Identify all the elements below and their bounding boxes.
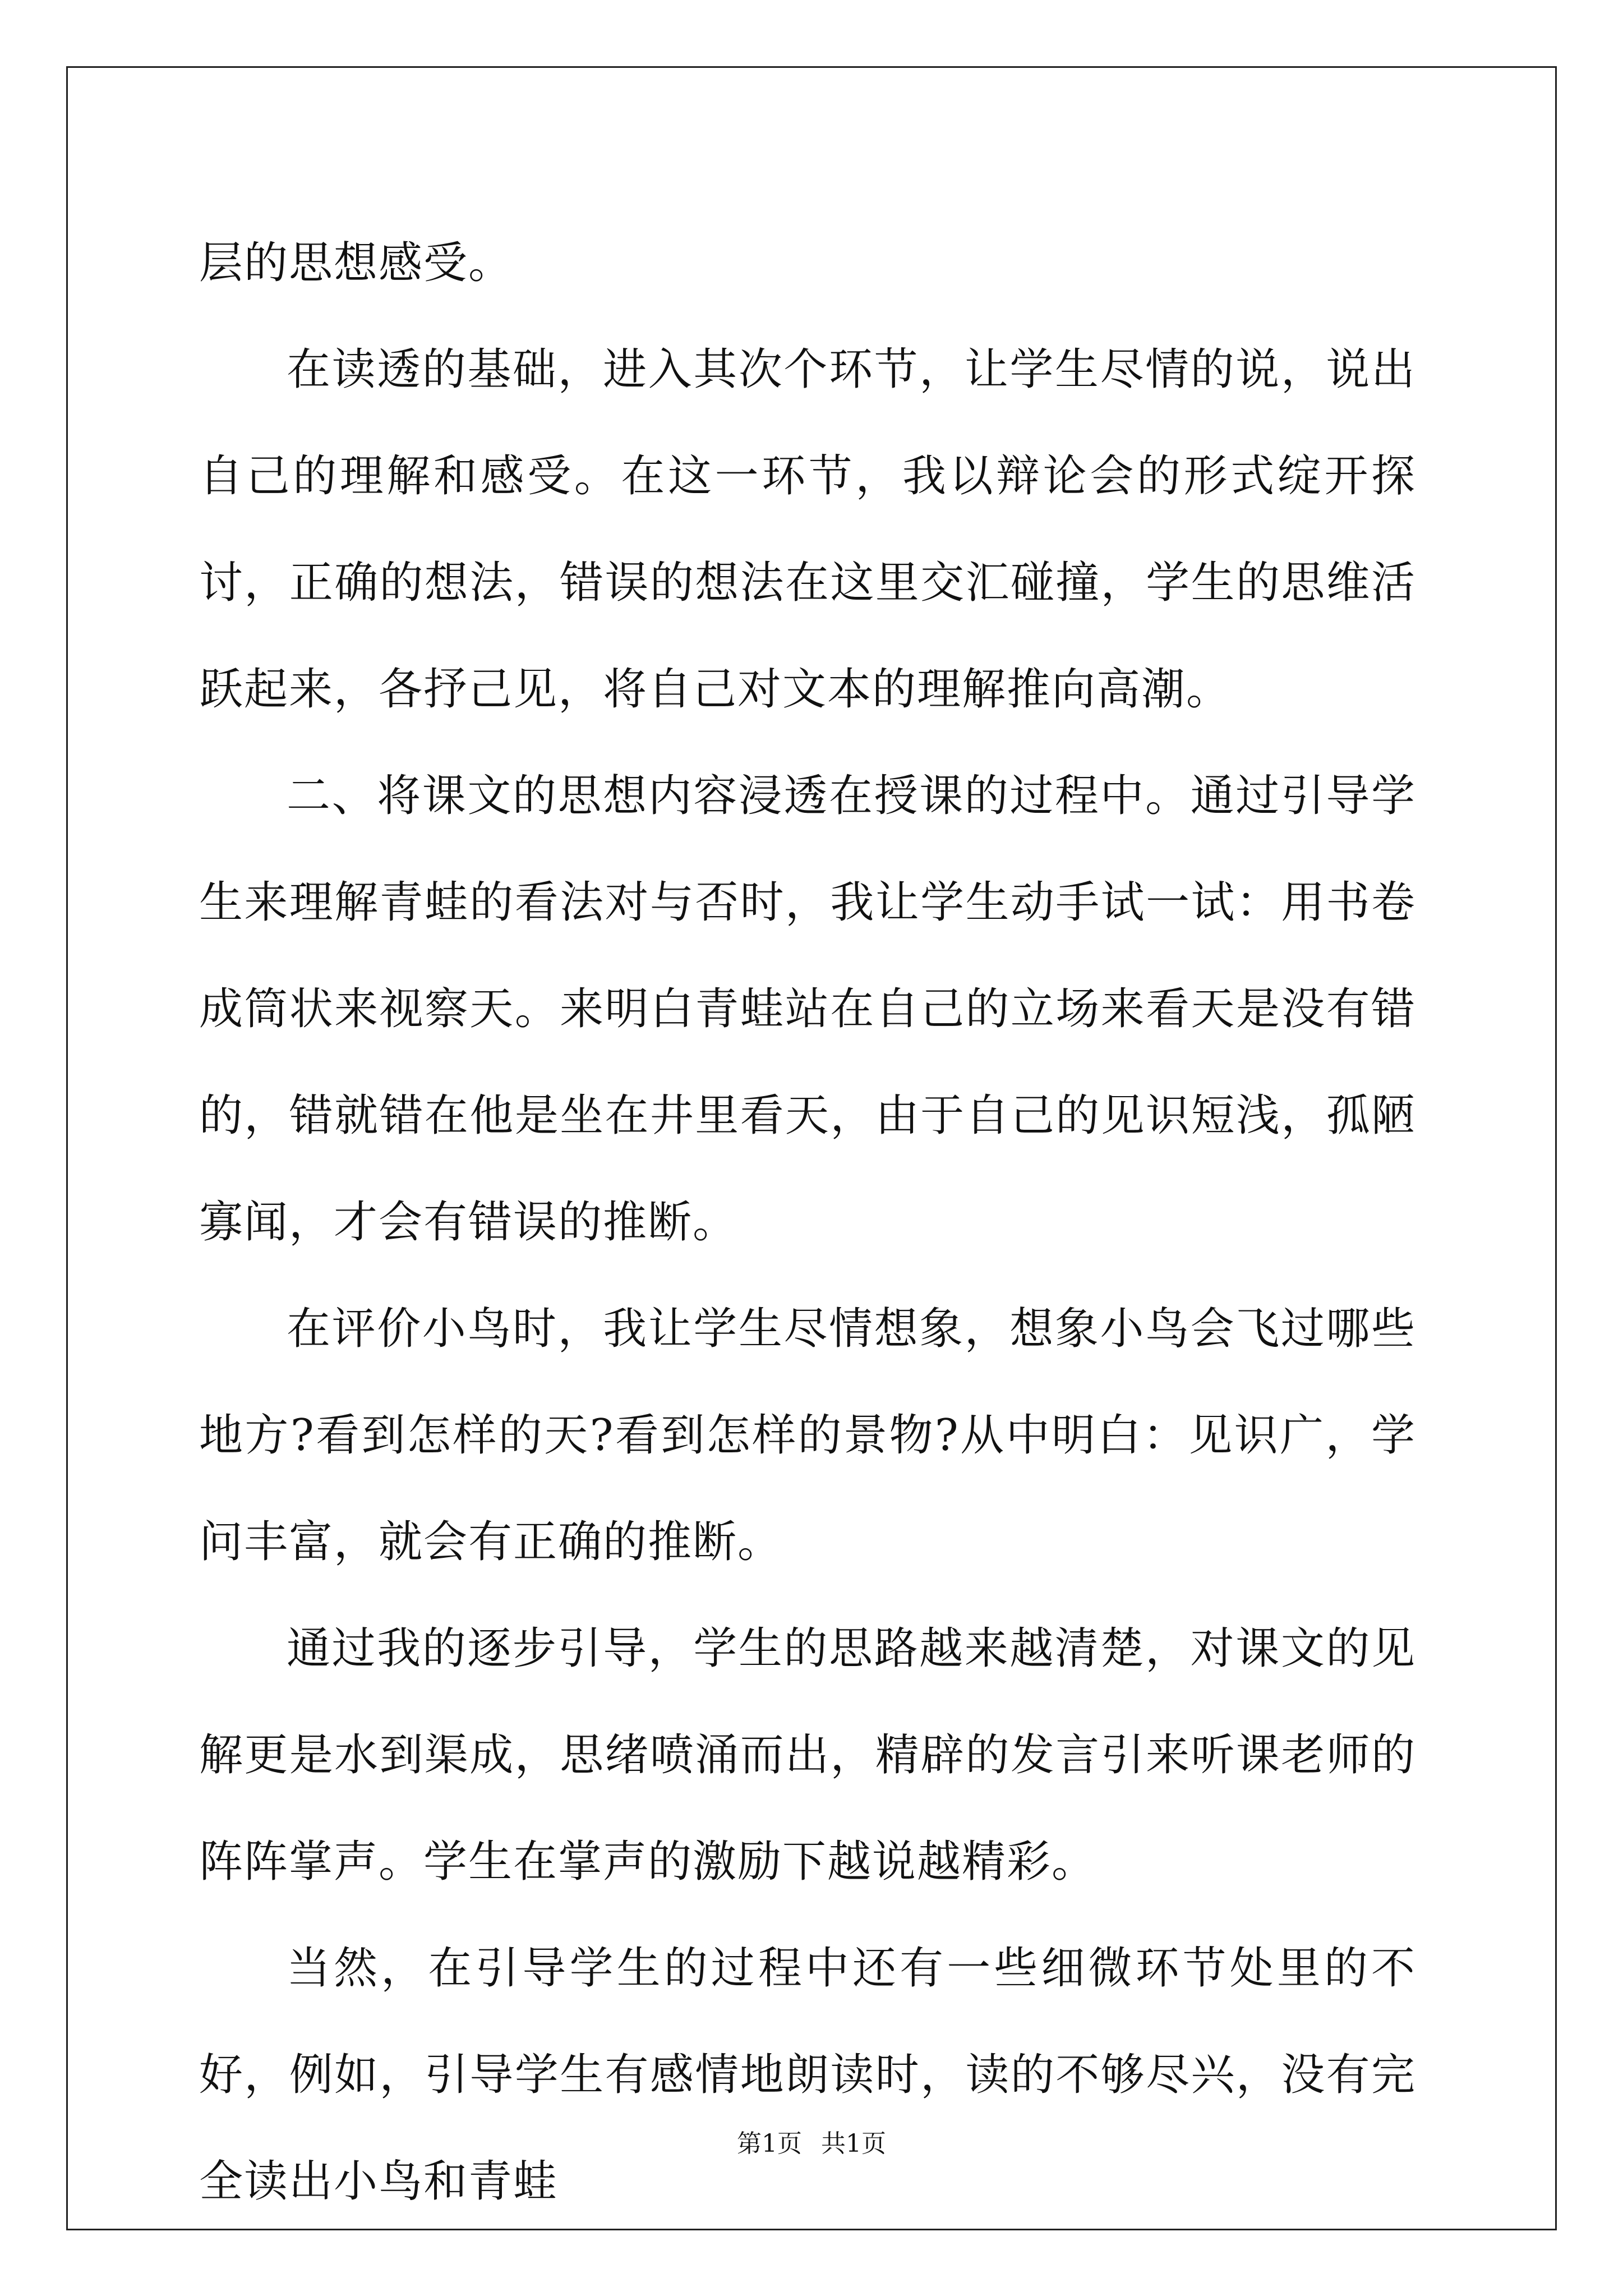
page-number: 第1页 [737,2129,802,2158]
page-footer [0,2123,1623,2159]
paragraph-2: 在读透的基础，进入其次个环节，让学生尽情的说，说出自己的理解和感受。在这一环节，我以辩论会的形式绽开探讨，正确的想法，错误的想法在这里交汇碰撞，学生的思维活跃起来，各抒己见，将自己对文本的理解推向高潮。 [199,344,1416,715]
paragraph-5: 通过我的逐步引导，学生的思路越来越清楚，对课文的见解更是水到渠成，思绪喷涌而出，精辟的发言引来听课老师的阵阵掌声。学生在掌声的激励下越说越精彩。 [199,1623,1416,1887]
document-body [199,210,1416,2235]
page-total: 共1页 [821,2129,886,2158]
paragraph-1: 层的思想感受。 [199,238,514,288]
paragraph-4: 在评价小鸟时，我让学生尽情想象，想象小鸟会飞过哪些地方?看到怎样的天?看到怎样的景物?从中明白：见识广，学问丰富，就会有正确的推断。 [199,1304,1416,1567]
paragraph-6: 当然，在引导学生的过程中还有一些细微环节处里的不好，例如，引导学生有感情地朗读时，读的不够尽兴，没有完全读出小鸟和青蛙 [199,1943,1416,2207]
paragraph-3: 二、将课文的思想内容浸透在授课的过程中。通过引导学生来理解青蛙的看法对与否时，我让学生动手试一试：用书卷成筒状来视察天。来明白青蛙站在自己的立场来看天是没有错的，错就错在他是坐在井里看天，由于自己的见识短浅，孤陋寡闻，才会有错误的推断。 [199,771,1416,1248]
